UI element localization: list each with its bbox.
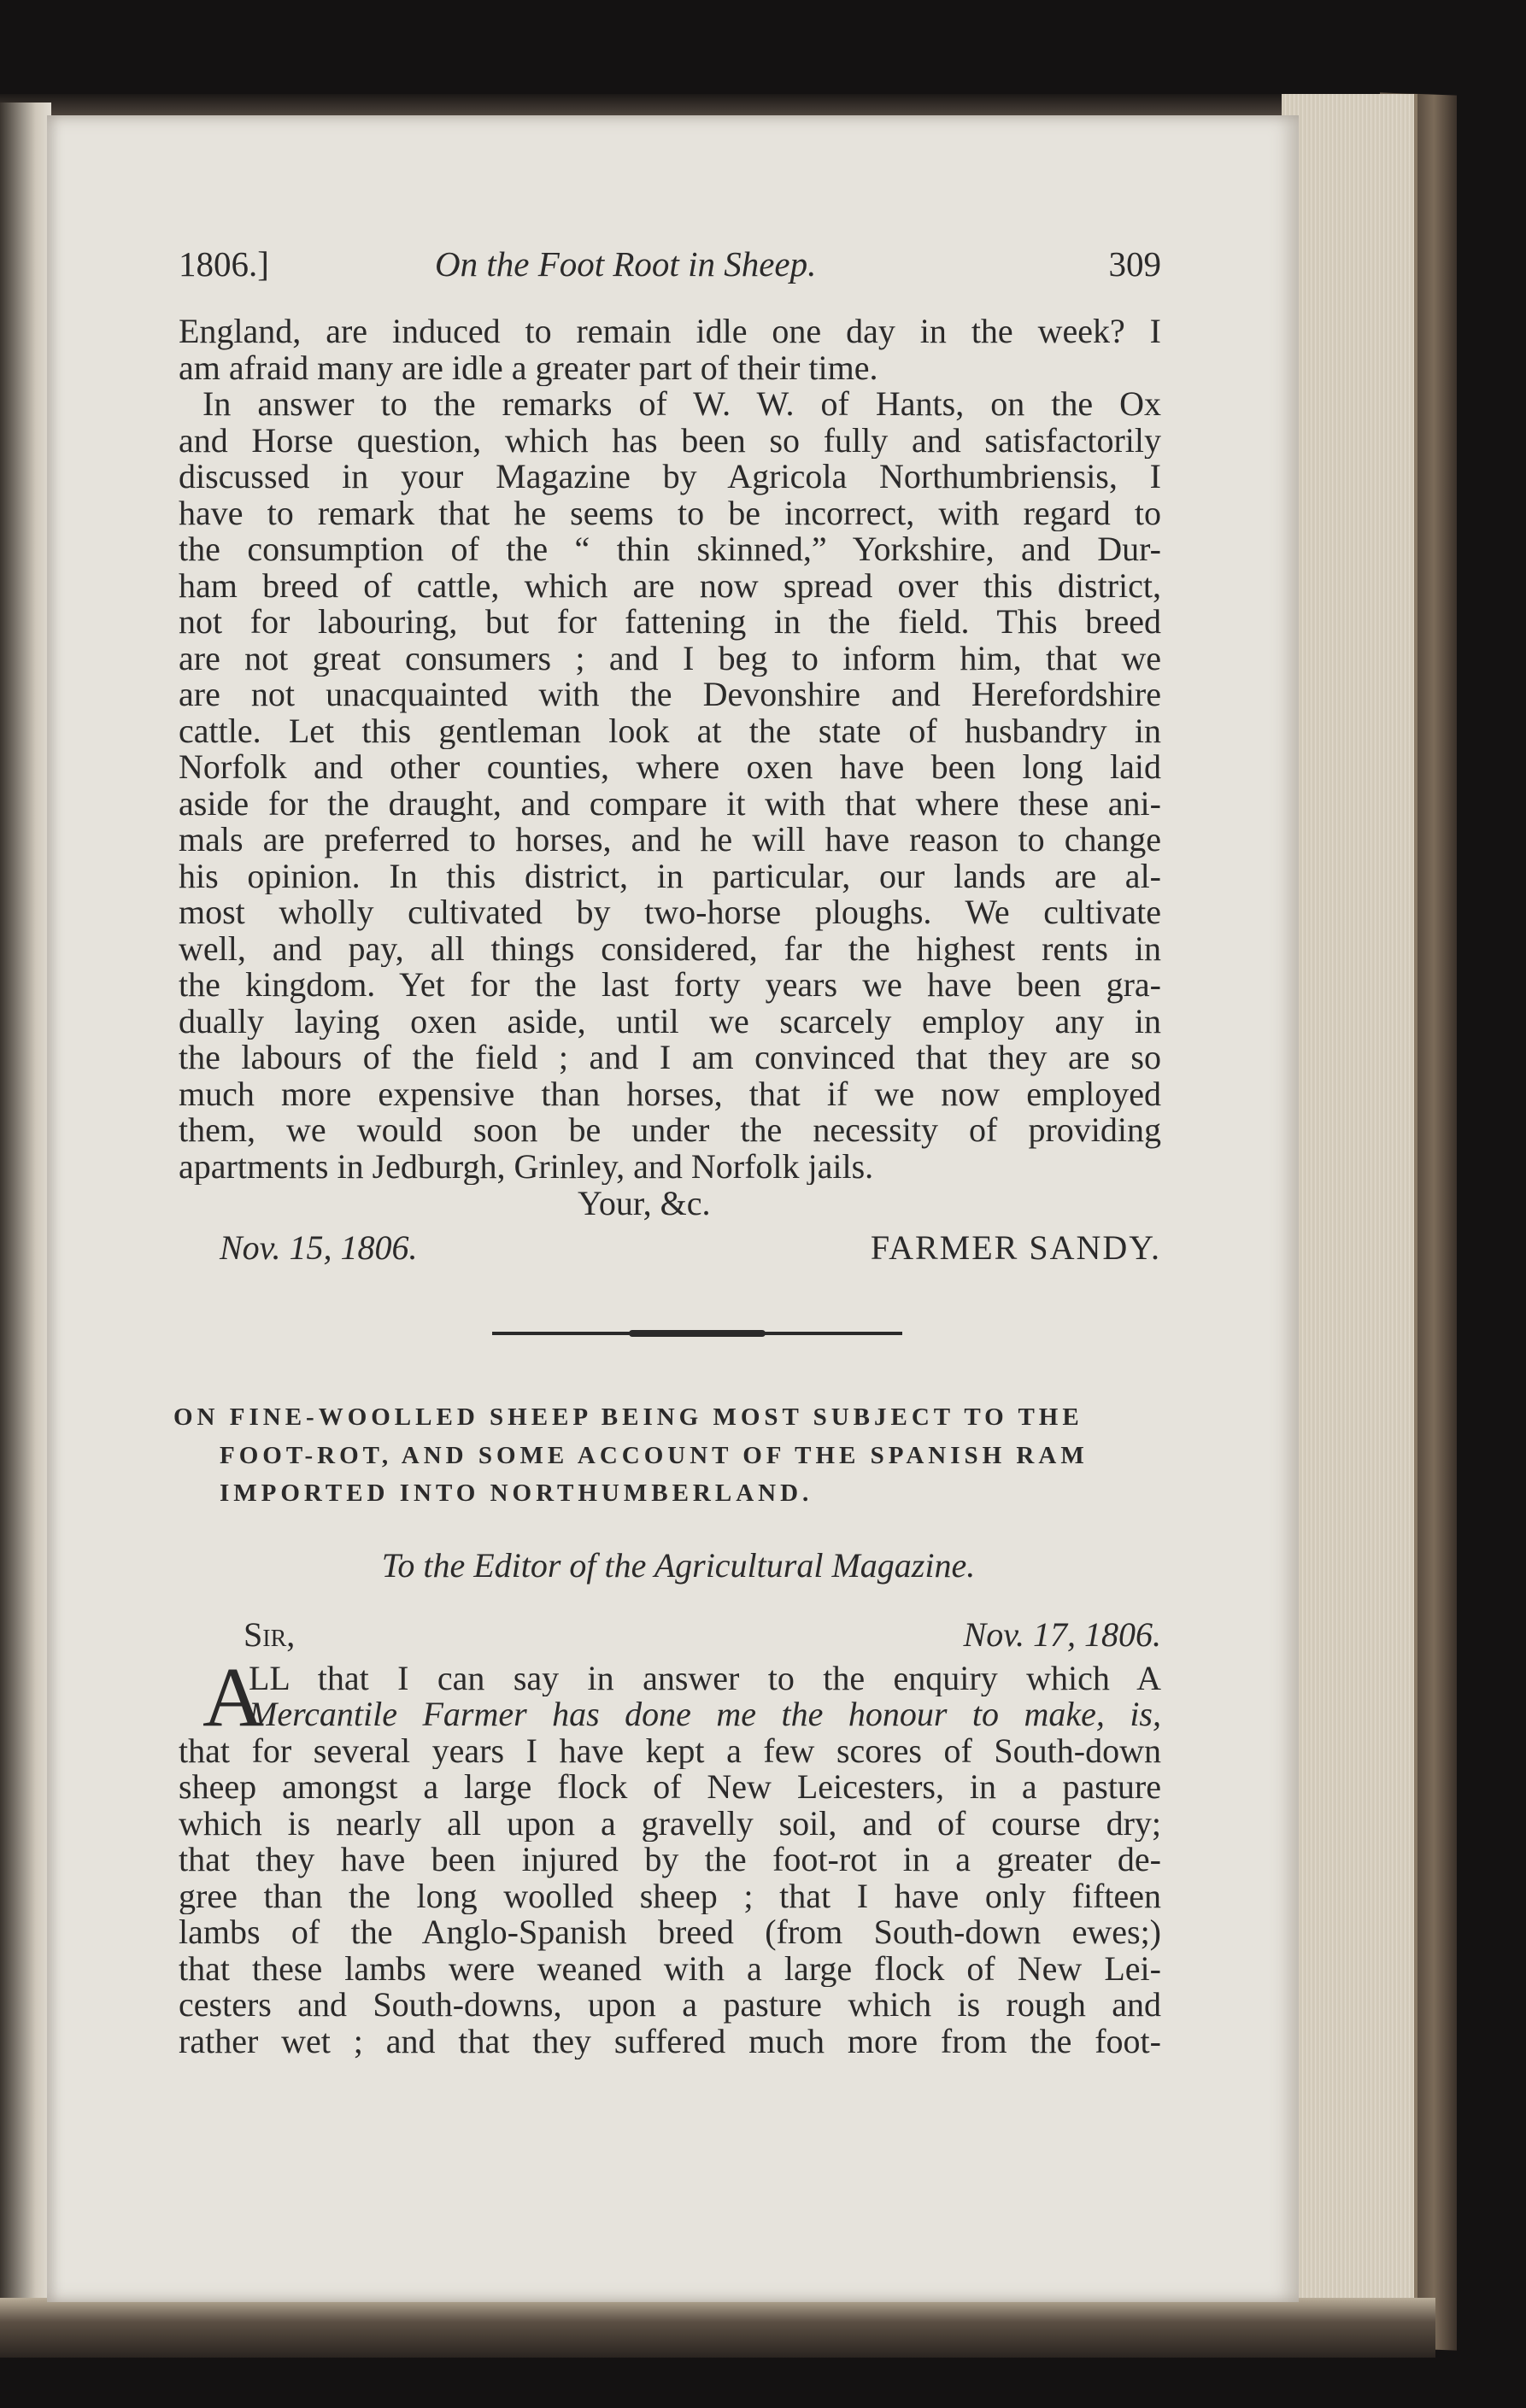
book-page — [47, 115, 1299, 2302]
text-line: Mercantile Farmer has done me the honour to make, is, — [249, 1696, 1161, 1733]
text-line: ham breed of cattle, which are now spread over this district, — [179, 567, 1161, 604]
text-line: In answer to the remarks of W. W. of Hants, on the Ox — [202, 386, 1161, 423]
letter-signature: FARMER SANDY. — [870, 1228, 1161, 1267]
text-line: gree than the long woolled sheep ; that I have only fifteen — [179, 1878, 1161, 1914]
text-line: England, are induced to remain idle one day in the week? I — [179, 313, 1161, 350]
letter-closing: Your, &c. — [578, 1184, 711, 1222]
article-title-line: IMPORTED INTO NORTHUMBERLAND. — [220, 1479, 813, 1507]
text-line: rather wet ; and that they suffered much more from the foot- — [179, 2023, 1161, 2059]
text-line: apartments in Jedburgh, Grinley, and Norfolk jails. — [179, 1148, 874, 1185]
article-title — [173, 1398, 1161, 1513]
text-line: cesters and South-downs, upon a pasture which is rough and — [179, 1987, 1161, 2024]
salutation-line — [179, 1614, 1161, 1659]
letter-body — [179, 313, 1161, 1185]
text-line: am afraid many are idle a greater part of their time. — [179, 349, 878, 386]
article-title-line: ON FINE-WOOLLED SHEEP BEING MOST SUBJECT TO THE — [173, 1403, 1083, 1431]
text-line: well, and pay, all things considered, far the highest rents in — [179, 930, 1161, 967]
page-number: 309 — [1108, 244, 1161, 284]
text-line: are not unacquainted with the Devonshire and Herefordshire — [179, 677, 1161, 713]
text-line: LL that I can say in answer to the enquiry which A — [249, 1660, 1161, 1696]
text-line: have to remark that he seems to be incorrect, with regard to — [179, 495, 1161, 531]
book-edge-left — [0, 103, 51, 2306]
article-date: Nov. 17, 1806. — [963, 1614, 1161, 1654]
letter-signature-block — [179, 1227, 1161, 1272]
text-line: aside for the draught, and compare it with that where these ani- — [179, 785, 1161, 822]
running-head-year: 1806.] — [179, 244, 269, 284]
text-line: mals are preferred to horses, and he will have reason to change — [179, 822, 1161, 858]
text-line: dually laying oxen aside, until we scarcely employ any in — [179, 1003, 1161, 1040]
section-divider-rule — [492, 1332, 902, 1335]
article-title-line: FOOT-ROT, AND SOME ACCOUNT OF THE SPANISH RAM — [220, 1441, 1089, 1469]
running-head — [179, 243, 1161, 303]
text-line: and Horse question, which has been so fully and satisfactorily — [179, 422, 1161, 459]
text-line: his opinion. In this district, in particular, our lands are al- — [179, 858, 1161, 894]
text-line: Norfolk and other counties, where oxen have been long laid — [179, 749, 1161, 786]
text-line: not for labouring, but for fattening in the field. This breed — [179, 604, 1161, 641]
text-line: the consumption of the “ thin skinned,” Yorkshire, and Dur- — [179, 531, 1161, 568]
text-line: cattle. Let this gentleman look at the state of husbandry in — [179, 712, 1161, 749]
text-line: the labours of the field ; and I am convinced that they are so — [179, 1040, 1161, 1076]
text-line: them, we would soon be under the necessity of providing — [179, 1112, 1161, 1149]
text-line: that these lambs were weaned with a large flock of New Lei- — [179, 1950, 1161, 1987]
text-line: sheep amongst a large flock of New Leicesters, in a pasture — [179, 1769, 1161, 1806]
text-line: that for several years I have kept a few scores of South-down — [179, 1732, 1161, 1769]
running-head-title: On the Foot Root in Sheep. — [435, 244, 817, 284]
drop-cap: A — [202, 1649, 265, 1744]
salutation: Sir, — [244, 1614, 296, 1654]
text-line: lambs of the Anglo-Spanish breed (from South-down ewes;) — [179, 1914, 1161, 1951]
to-editor-heading: To the Editor of the Agricultural Magazine. — [381, 1545, 976, 1585]
text-line: that they have been injured by the foot-rot in a greater de- — [179, 1842, 1161, 1878]
book-cover-bottom — [0, 2298, 1435, 2358]
page-content — [173, 243, 1161, 2059]
text-line: are not great consumers ; and I beg to inform him, that we — [179, 640, 1161, 677]
text-line: much more expensive than horses, that if we now employed — [179, 1075, 1161, 1112]
letter-date: Nov. 15, 1806. — [220, 1228, 418, 1267]
text-line: the kingdom. Yet for the last forty years we have been gra- — [179, 967, 1161, 1004]
article-body — [179, 1649, 1161, 2060]
text-line: most wholly cultivated by two-horse ploughs. We cultivate — [179, 894, 1161, 931]
text-line: discussed in your Magazine by Agricola Northumbriensis, I — [179, 459, 1161, 495]
page-block-edge — [1282, 94, 1417, 2341]
text-line: which is nearly all upon a gravelly soil, and of course dry; — [179, 1805, 1161, 1842]
